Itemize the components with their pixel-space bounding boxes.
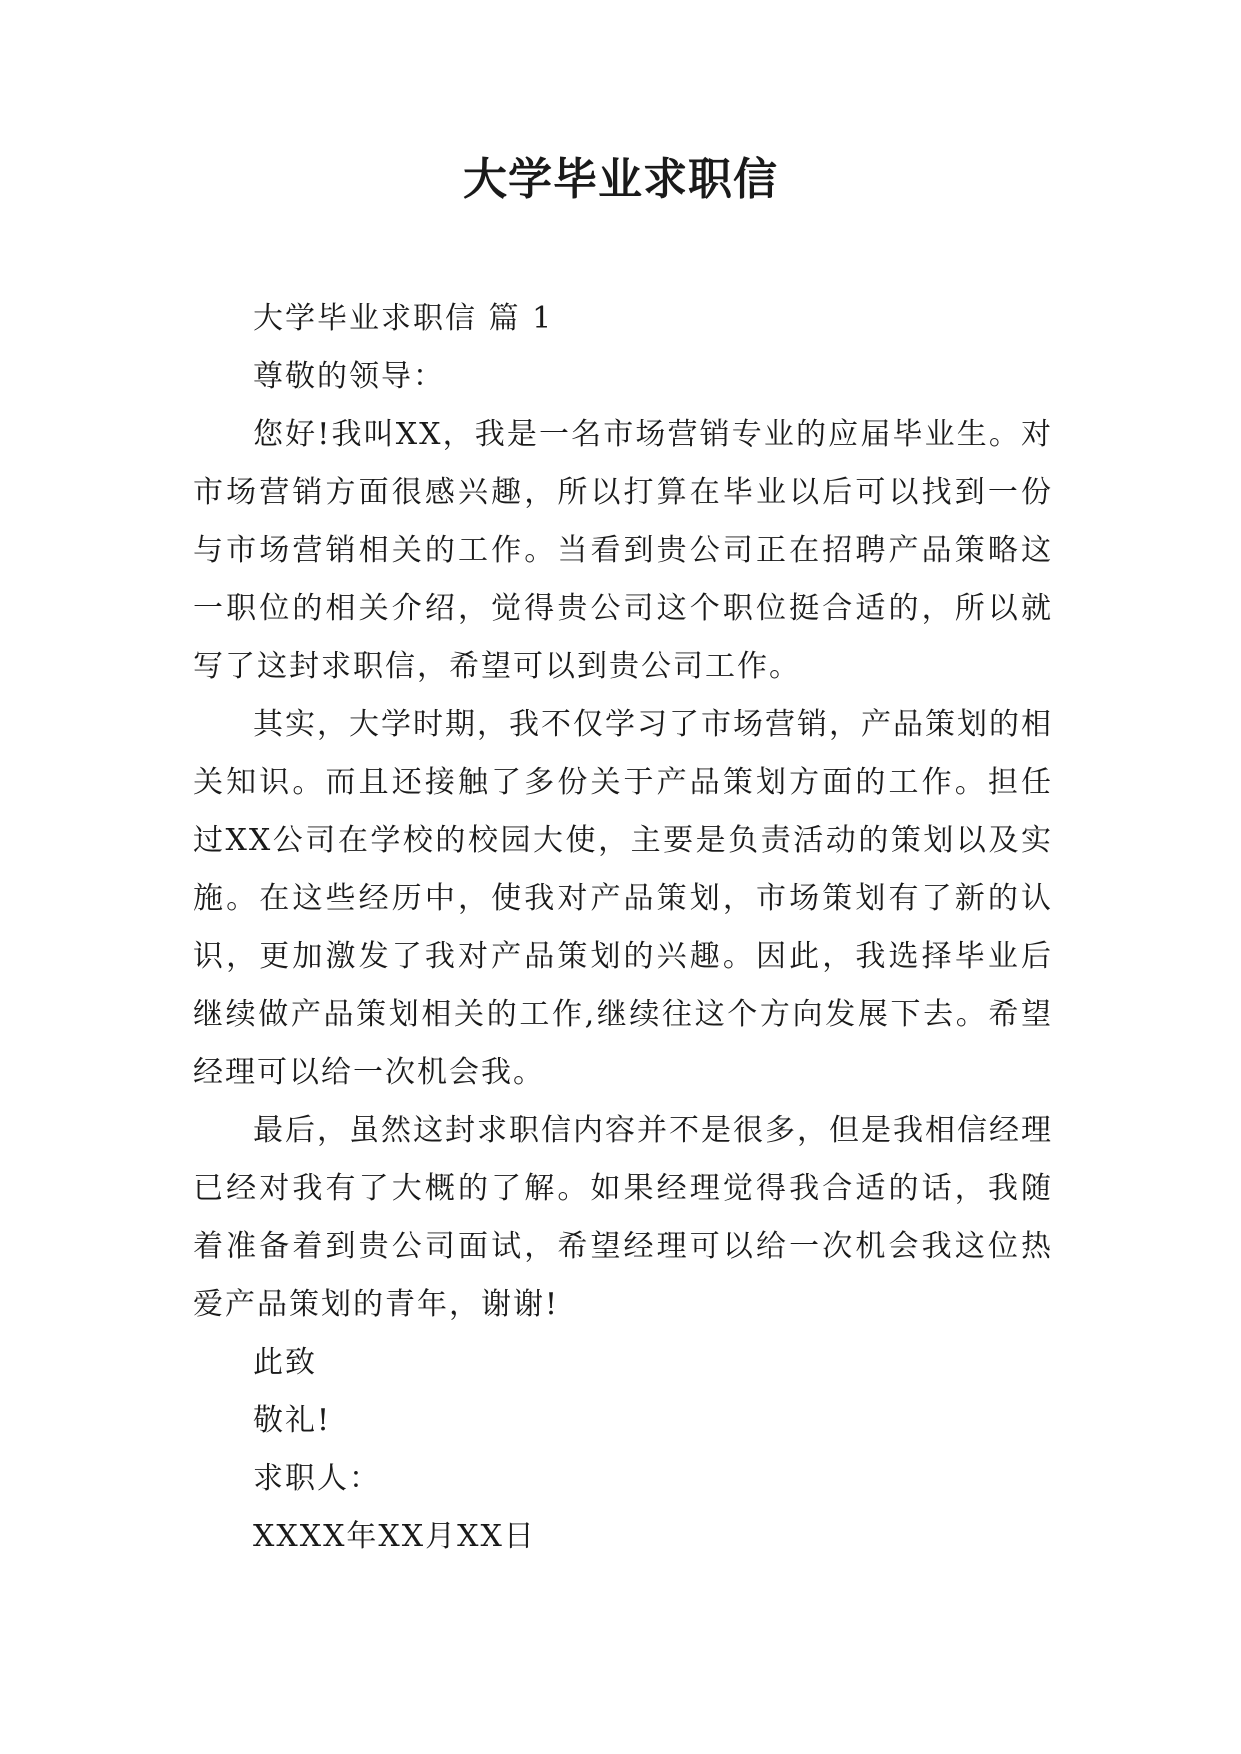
paragraph-intro: 您好!我叫XX，我是一名市场营销专业的应届毕业生。对市场营销方面很感兴趣，所以打算在毕业以后可以找到一份与市场营销相关的工作。当看到贵公司正在招聘产品策略这一职位的相关介绍，觉得贵公司这个职位挺合适的，所以就写了这封求职信，希望可以到贵公司工作。	[193, 417, 1053, 684]
date-line: XXXX年XX月XX日	[253, 1519, 536, 1554]
letter-body	[193, 290, 1053, 1566]
paragraph-closing: 最后，虽然这封求职信内容并不是很多，但是我相信经理已经对我有了大概的了解。如果经理觉得我合适的话，我随着准备着到贵公司面试，希望经理可以给一次机会我这位热爱产品策划的青年，谢谢!	[193, 1113, 1053, 1322]
document-title: 大学毕业求职信	[463, 154, 778, 205]
section-heading: 大学毕业求职信 篇 1	[253, 301, 554, 336]
paragraph-experience: 其实，大学时期，我不仅学习了市场营销，产品策划的相关知识。而且还接触了多份关于产品策划方面的工作。担任过XX公司在学校的校园大使，主要是负责活动的策划以及实施。在这些经历中，使我对产品策划，市场策划有了新的认识，更加激发了我对产品策划的兴趣。因此，我选择毕业后继续做产品策划相关的工作,继续往这个方向发展下去。希望经理可以给一次机会我。	[193, 707, 1053, 1090]
closing-phrase: 此致	[253, 1345, 317, 1380]
salutation: 尊敬的领导：	[253, 359, 445, 394]
regards: 敬礼!	[253, 1403, 332, 1438]
signature-label: 求职人：	[253, 1461, 381, 1496]
